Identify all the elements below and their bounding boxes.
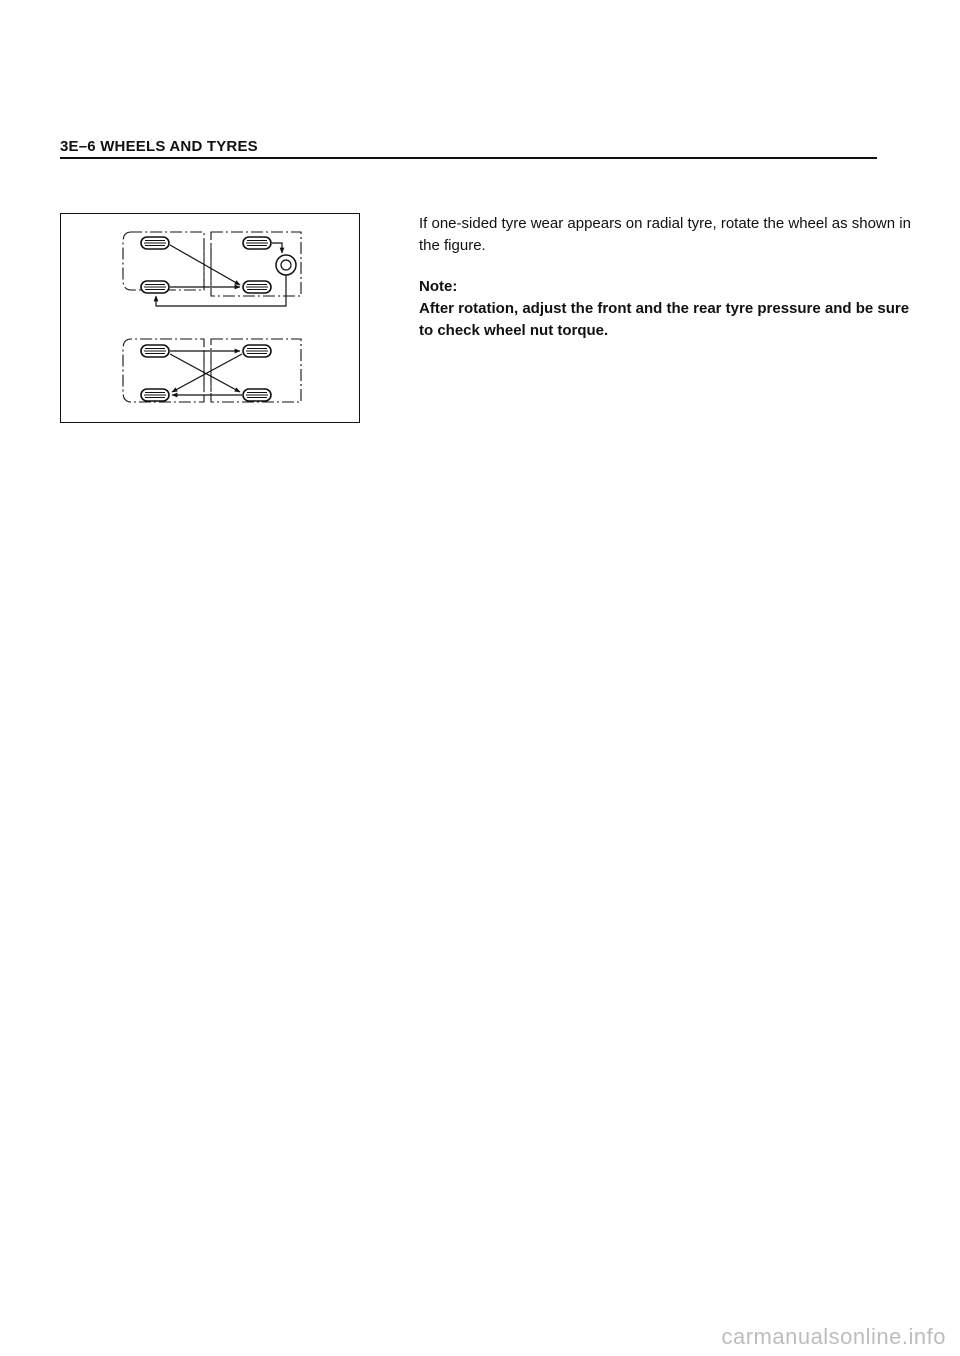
tyre-rotation-figure (60, 213, 360, 423)
tyre-icon (243, 237, 271, 249)
header-rule (60, 157, 877, 159)
tyre-icon (141, 237, 169, 249)
note-label: Note: (419, 278, 458, 295)
tyre-icon (243, 281, 271, 293)
arrow-icon (172, 354, 242, 392)
tyre-icon (141, 345, 169, 357)
page-title: 3E–6 WHEELS AND TYRES (60, 138, 258, 155)
instructions (419, 213, 919, 342)
tyre-icon (243, 389, 271, 401)
tyre-rotation-diagram (61, 214, 361, 424)
instruction-paragraph: If one-sided tyre wear appears on radial tyre, rotate the wheel as shown in the figure. (419, 215, 911, 254)
tyre-icon (243, 345, 271, 357)
arrow-icon (272, 243, 282, 253)
spare-wheel-icon (276, 255, 296, 275)
tyre-icon (141, 389, 169, 401)
arrow-icon (170, 245, 240, 285)
tyre-icon (141, 281, 169, 293)
watermark: carmanualsonline.info (721, 1324, 946, 1349)
note-text: After rotation, adjust the front and the rear tyre pressure and be sure to check wheel nut torque. (419, 300, 910, 339)
arrow-icon (170, 354, 240, 392)
four-wheel-rotation-diagram (123, 339, 301, 402)
five-wheel-rotation-diagram (123, 232, 301, 306)
